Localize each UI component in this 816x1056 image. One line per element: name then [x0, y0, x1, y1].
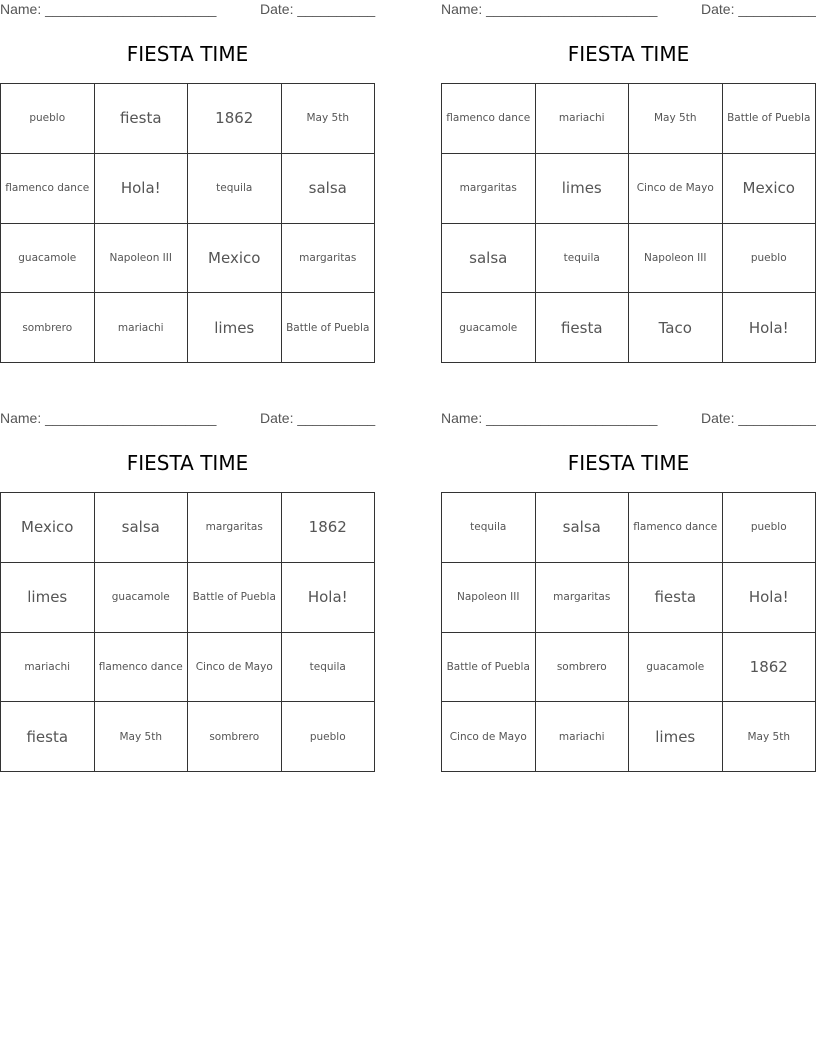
bingo-card-4: [441, 409, 816, 784]
bingo-cell: mariachi: [536, 702, 630, 772]
bingo-cell: Cinco de Mayo: [629, 154, 723, 224]
bingo-cell: limes: [1, 563, 95, 633]
bingo-cell: fiesta: [536, 293, 630, 363]
bingo-cell: Mexico: [723, 154, 816, 224]
bingo-cell: mariachi: [1, 633, 95, 703]
bingo-cell: 1862: [188, 84, 282, 154]
bingo-cell: guacamole: [1, 224, 95, 294]
name-field-label: Name: ______________________: [0, 410, 217, 426]
bingo-cell: mariachi: [536, 84, 630, 154]
card-title: FIESTA TIME: [567, 42, 690, 66]
name-field-label: Name: ______________________: [441, 1, 658, 17]
bingo-cell: May 5th: [723, 702, 816, 772]
bingo-cell: Mexico: [1, 493, 95, 563]
bingo-cell: pueblo: [1, 84, 95, 154]
bingo-cell: salsa: [536, 493, 630, 563]
bingo-cell: sombrero: [1, 293, 95, 363]
card-header: [441, 410, 816, 430]
bingo-cell: guacamole: [95, 563, 189, 633]
bingo-cell: fiesta: [1, 702, 95, 772]
bingo-grid: [441, 492, 816, 772]
bingo-cell: Hola!: [282, 563, 376, 633]
bingo-cell: Battle of Puebla: [723, 84, 816, 154]
name-field-label: Name: ______________________: [441, 410, 658, 426]
bingo-cell: margaritas: [282, 224, 376, 294]
card-header: [0, 410, 375, 430]
name-field-label: Name: ______________________: [0, 1, 217, 17]
bingo-cell: Cinco de Mayo: [442, 702, 536, 772]
bingo-cell: flamenco dance: [629, 493, 723, 563]
bingo-cell: tequila: [442, 493, 536, 563]
bingo-cell: limes: [188, 293, 282, 363]
bingo-cell: May 5th: [95, 702, 189, 772]
bingo-cell: tequila: [282, 633, 376, 703]
date-field-label: Date: __________: [260, 1, 376, 17]
bingo-cell: margaritas: [536, 563, 630, 633]
bingo-card-1: [0, 0, 375, 375]
bingo-cell: pueblo: [282, 702, 376, 772]
card-header: [441, 1, 816, 21]
bingo-cell: guacamole: [442, 293, 536, 363]
bingo-cell: tequila: [188, 154, 282, 224]
bingo-grid: [441, 83, 816, 363]
bingo-cell: Battle of Puebla: [188, 563, 282, 633]
bingo-cell: fiesta: [95, 84, 189, 154]
bingo-card-2: [441, 0, 816, 375]
bingo-cell: flamenco dance: [442, 84, 536, 154]
bingo-cell: Taco: [629, 293, 723, 363]
card-title: FIESTA TIME: [126, 451, 249, 475]
bingo-cell: salsa: [282, 154, 376, 224]
card-header: [0, 1, 375, 21]
date-field-label: Date: __________: [260, 410, 376, 426]
bingo-cell: Hola!: [95, 154, 189, 224]
bingo-cell: guacamole: [629, 633, 723, 703]
bingo-cell: Napoleon III: [95, 224, 189, 294]
bingo-cell: tequila: [536, 224, 630, 294]
date-field-label: Date: __________: [701, 410, 816, 426]
bingo-cell: flamenco dance: [1, 154, 95, 224]
bingo-cell: sombrero: [188, 702, 282, 772]
bingo-cell: Battle of Puebla: [282, 293, 376, 363]
bingo-cell: margaritas: [442, 154, 536, 224]
bingo-cell: 1862: [282, 493, 376, 563]
bingo-cell: pueblo: [723, 493, 816, 563]
bingo-cell: May 5th: [629, 84, 723, 154]
bingo-cell: salsa: [95, 493, 189, 563]
bingo-cell: limes: [629, 702, 723, 772]
bingo-cell: salsa: [442, 224, 536, 294]
bingo-cell: limes: [536, 154, 630, 224]
bingo-cell: 1862: [723, 633, 816, 703]
bingo-cell: flamenco dance: [95, 633, 189, 703]
bingo-cell: margaritas: [188, 493, 282, 563]
bingo-cell: Mexico: [188, 224, 282, 294]
bingo-cell: fiesta: [629, 563, 723, 633]
bingo-cell: Napoleon III: [629, 224, 723, 294]
bingo-grid: [0, 83, 375, 363]
bingo-cell: Napoleon III: [442, 563, 536, 633]
card-title: FIESTA TIME: [126, 42, 249, 66]
bingo-cell: Hola!: [723, 293, 816, 363]
card-title: FIESTA TIME: [567, 451, 690, 475]
bingo-card-3: [0, 409, 375, 784]
bingo-cell: pueblo: [723, 224, 816, 294]
bingo-cell: Cinco de Mayo: [188, 633, 282, 703]
bingo-cell: Hola!: [723, 563, 816, 633]
bingo-cell: sombrero: [536, 633, 630, 703]
bingo-cell: mariachi: [95, 293, 189, 363]
bingo-cell: May 5th: [282, 84, 376, 154]
bingo-cell: Battle of Puebla: [442, 633, 536, 703]
date-field-label: Date: __________: [701, 1, 816, 17]
bingo-grid: [0, 492, 375, 772]
